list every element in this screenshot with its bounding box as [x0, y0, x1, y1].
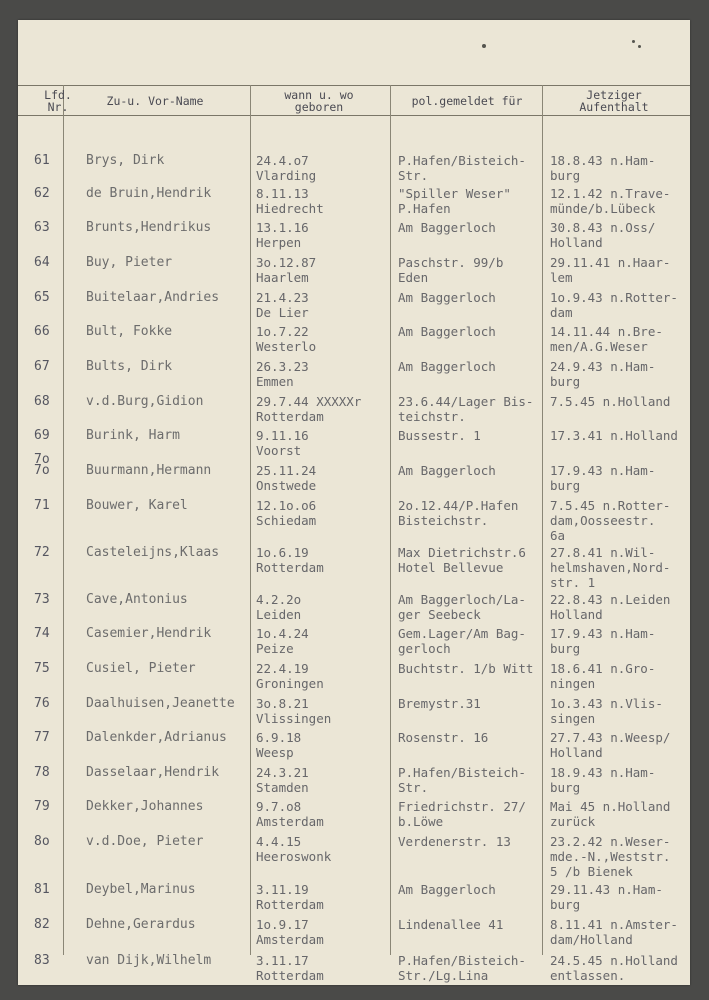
current-whereabouts-line: lem — [550, 270, 573, 285]
birth-date-place — [256, 953, 406, 983]
police-registration-line: Am Baggerloch — [398, 220, 496, 235]
birth-date-place-line: 3o.8.21 — [256, 696, 309, 711]
police-registration — [398, 730, 548, 745]
entry-number: 73 — [34, 592, 50, 607]
birth-date-place-line: Vlissingen — [256, 711, 332, 726]
police-registration — [398, 953, 548, 983]
current-whereabouts — [550, 696, 688, 726]
police-registration-line: P.Hafen/Bisteich- — [398, 765, 526, 780]
birth-date-place-line: 13.1.16 — [256, 220, 309, 235]
entry-number: 66 — [34, 324, 50, 339]
birth-date-place-line: 12.1o.o6 — [256, 498, 317, 513]
current-whereabouts — [550, 153, 688, 183]
police-registration — [398, 394, 548, 424]
birth-date-place-line: 9.7.o8 — [256, 799, 302, 814]
birth-date-place-line: 4.2.2o — [256, 592, 302, 607]
table-row — [18, 730, 690, 764]
police-registration — [398, 545, 548, 575]
police-registration-line: 2o.12.44/P.Hafen — [398, 498, 519, 513]
birth-date-place — [256, 765, 406, 795]
person-name: Bult, Fokke — [86, 324, 173, 339]
birth-date-place-line: Voorst — [256, 443, 302, 458]
birth-date-place — [256, 545, 406, 575]
person-name: Brunts,Hendrikus — [86, 220, 212, 235]
birth-date-place — [256, 255, 406, 285]
header-name: Zu-u. Vor-Name — [106, 94, 204, 108]
police-registration-line: "Spiller Weser" — [398, 186, 511, 201]
table-row — [18, 917, 690, 951]
current-whereabouts — [550, 730, 688, 760]
current-whereabouts — [550, 661, 688, 691]
current-whereabouts — [550, 463, 688, 493]
police-registration — [398, 661, 548, 676]
current-whereabouts — [550, 324, 688, 354]
table-row — [18, 428, 690, 462]
current-whereabouts-line: 18.9.43 n.Ham- — [550, 765, 656, 780]
person-name: Deybel,Marinus — [86, 882, 196, 897]
birth-date-place-line: 22.4.19 — [256, 661, 309, 676]
current-whereabouts-line: 1o.3.43 n.Vlis- — [550, 696, 663, 711]
police-registration-line: Bremystr.31 — [398, 696, 481, 711]
police-registration-line: Bisteichstr. — [398, 513, 489, 528]
birth-date-place — [256, 220, 406, 250]
entry-number: 61 — [34, 153, 50, 168]
police-registration-line: Str. — [398, 168, 429, 183]
birth-date-place-line: 1o.7.22 — [256, 324, 309, 339]
current-whereabouts-line: dam/Holland — [550, 932, 633, 947]
birth-date-place — [256, 186, 406, 216]
current-whereabouts-line: 17.3.41 n.Holland — [550, 428, 678, 443]
current-whereabouts-line: 1o.9.43 n.Rotter- — [550, 290, 678, 305]
current-whereabouts-line: 8.11.41 n.Amster- — [550, 917, 678, 932]
police-registration — [398, 220, 548, 235]
birth-date-place-line: Hiedrecht — [256, 201, 324, 216]
current-whereabouts — [550, 545, 688, 590]
police-registration-line: Hotel Bellevue — [398, 560, 504, 575]
police-registration-line: Paschstr. 99/b — [398, 255, 504, 270]
current-whereabouts-line: burg — [550, 641, 581, 656]
police-registration — [398, 626, 548, 656]
entry-number: 77 — [34, 730, 50, 745]
current-whereabouts-line: Holland — [550, 745, 603, 760]
entry-number: 74 — [34, 626, 50, 641]
header-current: Jetziger Aufenthalt — [579, 88, 649, 114]
birth-date-place-line: 3.11.17 — [256, 953, 309, 968]
birth-date-place — [256, 917, 406, 947]
current-whereabouts-line: 23.2.42 n.Weser- — [550, 834, 671, 849]
birth-date-place-line: 29.7.44 XXXXXr — [256, 394, 362, 409]
current-whereabouts — [550, 592, 688, 622]
current-whereabouts-line: 12.1.42 n.Trave- — [550, 186, 671, 201]
birth-date-place — [256, 153, 406, 183]
table-row — [18, 498, 690, 543]
entry-number: 62 — [34, 186, 50, 201]
register-table — [18, 85, 690, 985]
current-whereabouts-line: mde.-N.,Weststr. — [550, 849, 671, 864]
birth-date-place — [256, 498, 406, 528]
police-registration-line: 23.6.44/Lager Bis- — [398, 394, 534, 409]
current-whereabouts-line: helmshaven,Nord- — [550, 560, 671, 575]
birth-date-place-line: Vlarding — [256, 168, 317, 183]
table-row — [18, 153, 690, 187]
current-whereabouts — [550, 953, 688, 983]
current-whereabouts-line: 30.8.43 n.Oss/ — [550, 220, 656, 235]
entry-number: 72 — [34, 545, 50, 560]
current-whereabouts-line: burg — [550, 168, 581, 183]
punch-hole-mark — [482, 44, 486, 48]
birth-date-place-line: Rotterdam — [256, 968, 324, 983]
document-page — [18, 20, 690, 985]
current-whereabouts — [550, 498, 688, 543]
police-registration — [398, 498, 548, 528]
police-registration — [398, 834, 548, 849]
entry-number: 64 — [34, 255, 50, 270]
table-row — [18, 834, 690, 879]
person-name: Dalenkder,Adrianus — [86, 730, 227, 745]
current-whereabouts-line: 18.6.41 n.Gro- — [550, 661, 656, 676]
table-row — [18, 799, 690, 833]
birth-date-place-line: Stamden — [256, 780, 309, 795]
police-registration-line: Gem.Lager/Am Bag- — [398, 626, 526, 641]
birth-date-place-line: Groningen — [256, 676, 324, 691]
police-registration-line: Am Baggerloch — [398, 463, 496, 478]
birth-date-place-line: Peize — [256, 641, 294, 656]
birth-date-place-line: 6.9.18 — [256, 730, 302, 745]
police-registration — [398, 359, 548, 374]
birth-date-place-line: Herpen — [256, 235, 302, 250]
police-registration-line: Bussestr. 1 — [398, 428, 481, 443]
birth-date-place — [256, 834, 406, 864]
birth-date-place — [256, 463, 406, 493]
birth-date-place-line: 21.4.23 — [256, 290, 309, 305]
current-whereabouts-line: 7.5.45 n.Holland — [550, 394, 671, 409]
person-name: Buy, Pieter — [86, 255, 173, 270]
current-whereabouts — [550, 799, 688, 829]
birth-date-place — [256, 324, 406, 354]
police-registration-line: Buchtstr. 1/b Witt — [398, 661, 534, 676]
current-whereabouts — [550, 220, 688, 250]
current-whereabouts-line: zurück — [550, 814, 596, 829]
police-registration-line: Friedrichstr. 27/ — [398, 799, 526, 814]
current-whereabouts-line: burg — [550, 780, 581, 795]
current-whereabouts-line: dam,Oosseestr. — [550, 513, 656, 528]
current-whereabouts — [550, 359, 688, 389]
entry-number: 75 — [34, 661, 50, 676]
police-registration-line: ger Seebeck — [398, 607, 481, 622]
current-whereabouts-line: burg — [550, 374, 581, 389]
birth-date-place-line: 4.4.15 — [256, 834, 302, 849]
police-registration-line: P.Hafen/Bisteich- — [398, 953, 526, 968]
police-registration — [398, 324, 548, 339]
birth-date-place-line: 26.3.23 — [256, 359, 309, 374]
birth-date-place-line: Amsterdam — [256, 814, 324, 829]
police-registration — [398, 290, 548, 305]
current-whereabouts-line: entlassen. — [550, 968, 626, 983]
current-whereabouts-line: 27.7.43 n.Weesp/ — [550, 730, 671, 745]
person-name: Dekker,Johannes — [86, 799, 204, 814]
entry-number: 81 — [34, 882, 50, 897]
current-whereabouts — [550, 882, 688, 912]
person-name: Bouwer, Karel — [86, 498, 188, 513]
police-registration-line: P.Hafen/Bisteich- — [398, 153, 526, 168]
entry-number: 78 — [34, 765, 50, 780]
current-whereabouts-line: Holland — [550, 607, 603, 622]
current-whereabouts-line: singen — [550, 711, 596, 726]
birth-date-place-line: 24.4.o7 — [256, 153, 309, 168]
current-whereabouts-line: 29.11.41 n.Haar- — [550, 255, 671, 270]
person-name: v.d.Burg,Gidion — [86, 394, 204, 409]
police-registration-line: Am Baggerloch — [398, 324, 496, 339]
birth-date-place-line: Heeroswonk — [256, 849, 332, 864]
table-row — [18, 324, 690, 358]
current-whereabouts-line: Holland — [550, 235, 603, 250]
current-whereabouts-line: burg — [550, 897, 581, 912]
table-row — [18, 661, 690, 695]
birth-date-place-line: 1o.6.19 — [256, 545, 309, 560]
entry-number: 83 — [34, 953, 50, 968]
person-name: Cusiel, Pieter — [86, 661, 196, 676]
current-whereabouts — [550, 834, 688, 879]
person-name: Cave,Antonius — [86, 592, 188, 607]
header-lfd-nr: Lfd. Nr. — [44, 88, 72, 114]
current-whereabouts-line: str. 1 — [550, 575, 596, 590]
birth-date-place-line: Rotterdam — [256, 409, 324, 424]
entry-number: 67 — [34, 359, 50, 374]
birth-date-place-line: Westerlo — [256, 339, 317, 354]
birth-date-place-line: Rotterdam — [256, 560, 324, 575]
police-registration — [398, 592, 548, 622]
police-registration-line: b.Löwe — [398, 814, 444, 829]
birth-date-place — [256, 626, 406, 656]
entry-number: 79 — [34, 799, 50, 814]
current-whereabouts-line: 6a — [550, 528, 566, 543]
birth-date-place — [256, 799, 406, 829]
police-registration-line: teichstr. — [398, 409, 466, 424]
birth-date-place-line: Onstwede — [256, 478, 317, 493]
current-whereabouts-line: men/A.G.Weser — [550, 339, 648, 354]
current-whereabouts-line: 14.11.44 n.Bre- — [550, 324, 663, 339]
current-whereabouts-line: Mai 45 n.Holland — [550, 799, 671, 814]
police-registration-line: Str. — [398, 780, 429, 795]
current-whereabouts-line: 24.5.45 n.Holland — [550, 953, 678, 968]
birth-date-place-line: Emmen — [256, 374, 294, 389]
entry-number: 71 — [34, 498, 50, 513]
entry-number: 8o — [34, 834, 50, 849]
person-name: Daalhuisen,Jeanette — [86, 696, 235, 711]
birth-date-place-line: 25.11.24 — [256, 463, 317, 478]
table-row — [18, 696, 690, 730]
birth-date-place-line: 3.11.19 — [256, 882, 309, 897]
current-whereabouts-line: münde/b.Lübeck — [550, 201, 656, 216]
current-whereabouts — [550, 626, 688, 656]
person-name: de Bruin,Hendrik — [86, 186, 212, 201]
police-registration — [398, 463, 548, 478]
birth-date-place-line: Rotterdam — [256, 897, 324, 912]
table-row — [18, 290, 690, 324]
birth-date-place-line: De Lier — [256, 305, 309, 320]
table-row — [18, 359, 690, 393]
birth-date-place — [256, 428, 406, 458]
birth-date-place — [256, 592, 406, 622]
current-whereabouts-line: burg — [550, 478, 581, 493]
current-whereabouts — [550, 290, 688, 320]
birth-date-place — [256, 661, 406, 691]
birth-date-place-line: Haarlem — [256, 270, 309, 285]
table-row — [18, 765, 690, 799]
punch-hole-mark — [638, 45, 641, 48]
person-name: van Dijk,Wilhelm — [86, 953, 212, 968]
current-whereabouts — [550, 917, 688, 947]
police-registration — [398, 799, 548, 829]
police-registration-line: Lindenallee 41 — [398, 917, 504, 932]
police-registration-line: Am Baggerloch — [398, 359, 496, 374]
police-registration-line: gerloch — [398, 641, 451, 656]
person-name: Burink, Harm — [86, 428, 180, 443]
birth-date-place-line: Amsterdam — [256, 932, 324, 947]
police-registration-line: Verdenerstr. 13 — [398, 834, 511, 849]
police-registration — [398, 882, 548, 897]
birth-date-place — [256, 730, 406, 760]
birth-date-place-line: 3o.12.87 — [256, 255, 317, 270]
current-whereabouts-line: 24.9.43 n.Ham- — [550, 359, 656, 374]
birth-date-place-line: Weesp — [256, 745, 294, 760]
current-whereabouts-line: 5 /b Bienek — [550, 864, 633, 879]
birth-date-place-line: 1o.4.24 — [256, 626, 309, 641]
police-registration-line: Am Baggerloch/La- — [398, 592, 526, 607]
table-row — [18, 255, 690, 289]
table-top-rule — [18, 85, 690, 86]
entry-number: 7o — [34, 463, 50, 478]
table-row — [18, 626, 690, 660]
birth-date-place — [256, 696, 406, 726]
table-row — [18, 592, 690, 626]
current-whereabouts-line: ningen — [550, 676, 596, 691]
current-whereabouts-line: 29.11.43 n.Ham- — [550, 882, 663, 897]
person-name: Dasselaar,Hendrik — [86, 765, 220, 780]
table-row — [18, 463, 690, 497]
current-whereabouts — [550, 428, 688, 443]
police-registration-line: Am Baggerloch — [398, 290, 496, 305]
entry-number: 65 — [34, 290, 50, 305]
birth-date-place-line: 9.11.16 — [256, 428, 309, 443]
birth-date-place — [256, 394, 406, 424]
current-whereabouts-line: 7.5.45 n.Rotter- — [550, 498, 671, 513]
police-registration — [398, 255, 548, 285]
current-whereabouts — [550, 765, 688, 795]
birth-date-place — [256, 882, 406, 912]
police-registration-line: Am Baggerloch — [398, 882, 496, 897]
police-registration-line: Rosenstr. 16 — [398, 730, 489, 745]
current-whereabouts-line: 17.9.43 n.Ham- — [550, 626, 656, 641]
birth-date-place — [256, 290, 406, 320]
police-registration — [398, 696, 548, 711]
police-registration-line: Str./Lg.Lina — [398, 968, 489, 983]
current-whereabouts — [550, 255, 688, 285]
table-row — [18, 545, 690, 590]
police-registration — [398, 186, 548, 216]
current-whereabouts-line: dam — [550, 305, 573, 320]
police-registration — [398, 765, 548, 795]
police-registration-line: Max Dietrichstr.6 — [398, 545, 526, 560]
current-whereabouts-line: 18.8.43 n.Ham- — [550, 153, 656, 168]
birth-date-place-line: Leiden — [256, 607, 302, 622]
extra-entry-number: 7o — [34, 452, 50, 467]
birth-date-place-line: 24.3.21 — [256, 765, 309, 780]
entry-number: 82 — [34, 917, 50, 932]
current-whereabouts-line: 27.8.41 n.Wil- — [550, 545, 656, 560]
entry-number: 69 — [34, 428, 50, 443]
person-name: Buitelaar,Andries — [86, 290, 220, 305]
police-registration-line: P.Hafen — [398, 201, 451, 216]
entry-number: 76 — [34, 696, 50, 711]
person-name: v.d.Doe, Pieter — [86, 834, 204, 849]
header-police: pol.gemeldet für — [411, 94, 523, 108]
birth-date-place-line: 1o.9.17 — [256, 917, 309, 932]
table-row — [18, 882, 690, 916]
police-registration — [398, 153, 548, 183]
person-name: Buurmann,Hermann — [86, 463, 212, 478]
person-name: Casteleijns,Klaas — [86, 545, 220, 560]
current-whereabouts-line: 22.8.43 n.Leiden — [550, 592, 671, 607]
table-row — [18, 186, 690, 220]
table-header-rule — [18, 115, 690, 116]
birth-date-place-line: 8.11.13 — [256, 186, 309, 201]
table-row — [18, 394, 690, 428]
police-registration — [398, 917, 548, 932]
current-whereabouts — [550, 186, 688, 216]
current-whereabouts — [550, 394, 688, 409]
current-whereabouts-line: 17.9.43 n.Ham- — [550, 463, 656, 478]
table-row — [18, 220, 690, 254]
entry-number: 63 — [34, 220, 50, 235]
police-registration-line: Eden — [398, 270, 429, 285]
header-born: wann u. wo geboren — [284, 88, 354, 114]
birth-date-place — [256, 359, 406, 389]
person-name: Brys, Dirk — [86, 153, 165, 168]
birth-date-place-line: Schiedam — [256, 513, 317, 528]
person-name: Casemier,Hendrik — [86, 626, 212, 641]
person-name: Dehne,Gerardus — [86, 917, 196, 932]
entry-number: 68 — [34, 394, 50, 409]
table-row — [18, 953, 690, 987]
person-name: Bults, Dirk — [86, 359, 173, 374]
punch-hole-mark — [632, 40, 635, 43]
police-registration — [398, 428, 548, 443]
